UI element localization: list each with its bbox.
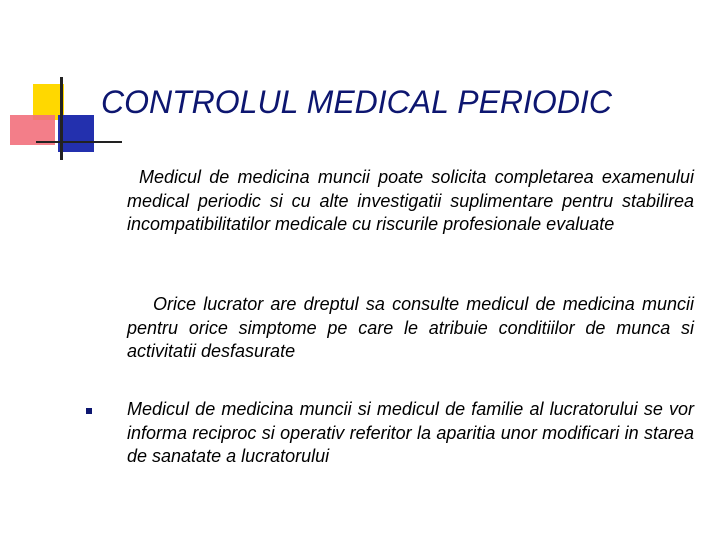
logo-red-square [10, 115, 55, 145]
logo-blue-square [58, 115, 94, 152]
square-bullet-icon [86, 408, 92, 414]
logo-yellow-square [33, 84, 64, 120]
logo-vertical-line [60, 77, 63, 160]
logo-horizontal-line [36, 141, 122, 143]
paragraph-3: Medicul de medicina muncii si medicul de familie al lucratorului se vor informa reciproc si operativ referitor la aparitia unor modificari in starea de sanatate a lucratorului [127, 399, 694, 466]
slide-title: CONTROLUL MEDICAL PERIODIC [101, 84, 612, 120]
paragraph-1: Medicul de medicina muncii poate solicita completarea examenului medical periodic si cu alte investigatii suplimentare pentru stabilirea incompatibilitatilor medicale cu riscurile profesionale evaluate [127, 167, 694, 234]
paragraph-2: Orice lucrator are dreptul sa consulte medicul de medicina muncii pentru orice simptome pe care le atribuie conditiilor de munca si activitatii desfasurate [127, 294, 694, 361]
